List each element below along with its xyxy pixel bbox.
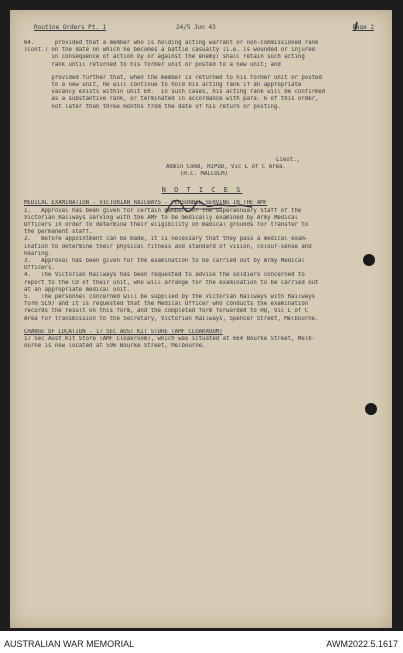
notice-line: records the result on this form, and the completed form forwarded to HQ, Vic L of C xyxy=(24,308,309,315)
document-body xyxy=(24,24,380,351)
notice-line: 5. The personnel concerned will be supplied by the Victorian Railways with Railways xyxy=(24,294,316,301)
para-line: not later than three months from the date of his return or posting. xyxy=(24,103,281,110)
notice-line: hearing. xyxy=(24,250,52,257)
notice-line: ourne is now located at 596 Bourke Street, Melbourne. xyxy=(24,343,206,350)
signature-name: (H.C. MALCOLM) xyxy=(180,171,228,178)
handwritten-signature xyxy=(160,195,255,219)
location-notice xyxy=(24,329,380,351)
para-64 xyxy=(24,40,380,111)
page-header xyxy=(24,24,380,34)
para-line: rank until returned to his former unit or posted to a new unit; and xyxy=(24,61,281,68)
notice-line: 4. The Victorian Railways has been requested to advise the soldiers concerned to xyxy=(24,272,305,279)
archive-footer xyxy=(0,631,403,653)
header-page: Page 2 xyxy=(352,24,374,31)
notice-line: Officers in order to determine their eligibility on medical grounds for transfer to xyxy=(24,222,309,229)
notice-line: 17 Sec Aust Kit Store (AMF Cloakroom), which was situated at 664 Bourke Street, Melb- xyxy=(24,336,316,343)
header-date: 24/5 Jun 43 xyxy=(176,24,216,31)
header-left: Routine Orders Pt. 1 xyxy=(34,24,107,31)
notice-line: 1. Approval has been given for certain members of the superannuary Staff of the xyxy=(24,207,302,214)
para-line: vacancy exists within unit ER. In such cases, his acting rank will be confirmed xyxy=(24,89,326,96)
notice-line: at an appropriate medical unit. xyxy=(24,286,131,293)
notice-line: ination to determine their physical fitness and standard of vision, colour-sense and xyxy=(24,243,312,250)
location-heading: CHANGE OF LOCATION - 17 SEC AUST KIT STORE (AMF CLOAKROOM) xyxy=(24,328,223,335)
notice-line: 3. Approval has been given for the examination to be carried out by Army Medical xyxy=(24,258,305,265)
footer-institution: AUSTRALIAN WAR MEMORIAL xyxy=(4,639,135,649)
signature-block xyxy=(24,157,380,179)
notice-line: 2. Before appointment can be made, it is necessary that they pass a medical exam- xyxy=(24,236,309,243)
notice-line: Officers. xyxy=(24,265,55,272)
para-line: in consequence of action by or against the enemy) shall retain such acting xyxy=(24,54,305,61)
notice-line: form SL97 and it is requested that the Medical Officer who conducts the examination xyxy=(24,301,309,308)
notice-line: the permanent staff. xyxy=(24,229,93,236)
para-line: provided further that, when the member is returned to his former unit or posted xyxy=(24,74,322,81)
punch-hole xyxy=(363,254,375,266)
notice-line: Victorian Railways serving with the AMF to be medically examined by Army Medical xyxy=(24,214,298,221)
para-line: 64. provided that a member who is holding acting warrant or non-commissioned rank xyxy=(24,40,319,46)
signature-appointment: Admin Comd, HIPOD, Vic L of C Area. xyxy=(166,164,286,171)
notice-line: report to the CO of their unit, who will arrange for the examination to be carried out xyxy=(24,279,319,286)
footer-accession: AWM2022.5.1617 xyxy=(326,639,398,649)
para-line: (Cont.) on the date on which he becomes a battle casualty (i.e. is wounded or injured xyxy=(24,47,316,54)
notice-line: Area for transmission to the Secretary, Victorian Railways, Spencer Street, Melbourne. xyxy=(24,315,319,322)
para-line: to a new unit, he will continue to hold his acting rank if an appropriate xyxy=(24,82,302,89)
punch-hole xyxy=(365,403,377,415)
signature-rank: Lieut., xyxy=(276,156,300,163)
medical-heading: MEDICAL EXAMINATION - VICTORIAN RAILWAYS - PERSONNEL SERVING IN THE AMF xyxy=(24,200,268,207)
para-line: as a substantive rank, or terminated in accordance with para. 6 of this order, xyxy=(24,96,319,103)
notices-heading: N O T I C E S xyxy=(161,186,243,195)
